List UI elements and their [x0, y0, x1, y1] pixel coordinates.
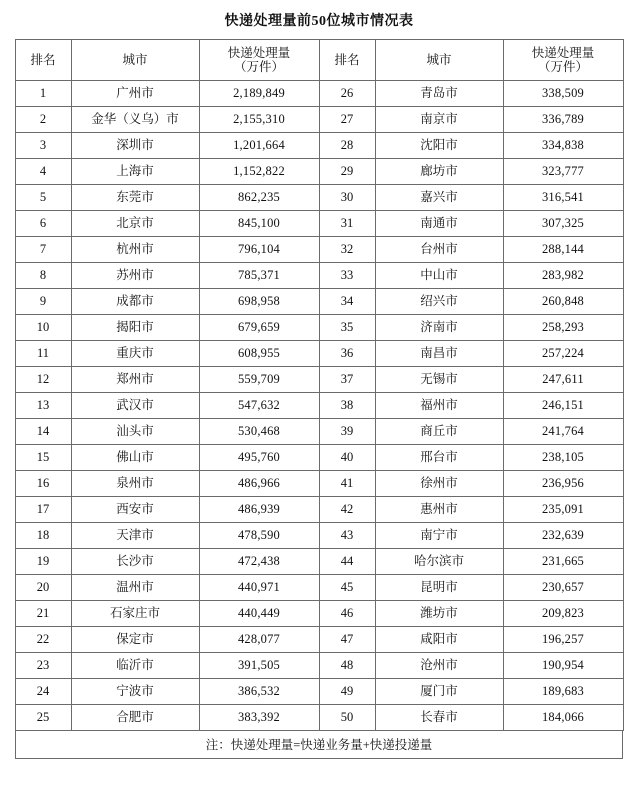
- cell-volume: 2,189,849: [199, 81, 319, 107]
- cell-volume: 383,392: [199, 705, 319, 731]
- cell-city: 长沙市: [71, 549, 199, 575]
- header-volume-right-line1: 快递处理量: [531, 45, 595, 60]
- cell-rank: 12: [15, 367, 71, 393]
- cell-rank: 40: [319, 445, 375, 471]
- table-row: [15, 497, 623, 523]
- cell-city: 天津市: [71, 523, 199, 549]
- cell-volume: 209,823: [503, 601, 623, 627]
- table-row: [15, 237, 623, 263]
- cell-volume: 679,659: [199, 315, 319, 341]
- cell-volume: 862,235: [199, 185, 319, 211]
- table-row: [15, 159, 623, 185]
- cell-city: 台州市: [375, 237, 503, 263]
- cell-rank: 37: [319, 367, 375, 393]
- table-row: [15, 471, 623, 497]
- cell-volume: 495,760: [199, 445, 319, 471]
- cell-rank: 23: [15, 653, 71, 679]
- cell-volume: 486,966: [199, 471, 319, 497]
- cell-volume: 486,939: [199, 497, 319, 523]
- cell-city: 厦门市: [375, 679, 503, 705]
- page-title: 快递处理量前50位城市情况表: [224, 14, 414, 29]
- cell-rank: 30: [319, 185, 375, 211]
- header-city-right: 城市: [375, 40, 503, 81]
- cell-volume: 236,956: [503, 471, 623, 497]
- table-body: [15, 81, 623, 731]
- table-row: [15, 107, 623, 133]
- cell-rank: 36: [319, 341, 375, 367]
- cell-rank: 21: [15, 601, 71, 627]
- cell-rank: 14: [15, 419, 71, 445]
- header-rank-right: 排名: [319, 40, 375, 81]
- table-row: [15, 367, 623, 393]
- cell-rank: 46: [319, 601, 375, 627]
- cell-city: 深圳市: [71, 133, 199, 159]
- cell-rank: 33: [319, 263, 375, 289]
- table-row: [15, 575, 623, 601]
- table-row: [15, 549, 623, 575]
- cell-city: 重庆市: [71, 341, 199, 367]
- cell-rank: 47: [319, 627, 375, 653]
- cell-city: 宁波市: [71, 679, 199, 705]
- table-row: [15, 289, 623, 315]
- cell-city: 金华（义乌）市: [71, 107, 199, 133]
- cell-rank: 5: [15, 185, 71, 211]
- cell-volume: 530,468: [199, 419, 319, 445]
- cell-volume: 547,632: [199, 393, 319, 419]
- cell-city: 杭州市: [71, 237, 199, 263]
- cell-volume: 1,201,664: [199, 133, 319, 159]
- cell-volume: 232,639: [503, 523, 623, 549]
- cell-rank: 24: [15, 679, 71, 705]
- table-row: [15, 679, 623, 705]
- cell-rank: 38: [319, 393, 375, 419]
- cell-rank: 41: [319, 471, 375, 497]
- cell-volume: 478,590: [199, 523, 319, 549]
- cell-city: 北京市: [71, 211, 199, 237]
- cell-city: 苏州市: [71, 263, 199, 289]
- cell-rank: 26: [319, 81, 375, 107]
- table-row: [15, 315, 623, 341]
- table-row: [15, 705, 623, 731]
- cell-volume: 338,509: [503, 81, 623, 107]
- cell-rank: 3: [15, 133, 71, 159]
- table-row: [15, 341, 623, 367]
- cell-city: 青岛市: [375, 81, 503, 107]
- table-row: [15, 653, 623, 679]
- cell-rank: 8: [15, 263, 71, 289]
- cell-volume: 336,789: [503, 107, 623, 133]
- cell-volume: 230,657: [503, 575, 623, 601]
- table-row: [15, 263, 623, 289]
- table-row: [15, 419, 623, 445]
- cell-volume: 323,777: [503, 159, 623, 185]
- cell-rank: 1: [15, 81, 71, 107]
- cell-volume: 283,982: [503, 263, 623, 289]
- cell-city: 惠州市: [375, 497, 503, 523]
- cell-rank: 17: [15, 497, 71, 523]
- cell-rank: 31: [319, 211, 375, 237]
- cell-volume: 258,293: [503, 315, 623, 341]
- cell-rank: 6: [15, 211, 71, 237]
- table-row: [15, 523, 623, 549]
- cell-volume: 241,764: [503, 419, 623, 445]
- cell-rank: 16: [15, 471, 71, 497]
- cell-volume: 1,152,822: [199, 159, 319, 185]
- cell-city: 商丘市: [375, 419, 503, 445]
- cell-city: 南通市: [375, 211, 503, 237]
- cell-volume: 440,449: [199, 601, 319, 627]
- cell-volume: 440,971: [199, 575, 319, 601]
- header-volume-left: [199, 40, 319, 81]
- cell-volume: 231,665: [503, 549, 623, 575]
- cell-rank: 25: [15, 705, 71, 731]
- cell-rank: 45: [319, 575, 375, 601]
- header-volume-left-line2: （万件）: [233, 60, 284, 74]
- header-volume-right: [503, 40, 623, 81]
- cell-volume: 184,066: [503, 705, 623, 731]
- table-row: [15, 393, 623, 419]
- table-header-row: [15, 40, 623, 81]
- cell-volume: 288,144: [503, 237, 623, 263]
- table-row: [15, 211, 623, 237]
- cell-rank: 15: [15, 445, 71, 471]
- express-volume-table: [15, 39, 624, 731]
- cell-city: 保定市: [71, 627, 199, 653]
- table-row: [15, 81, 623, 107]
- cell-city: 昆明市: [375, 575, 503, 601]
- cell-city: 南京市: [375, 107, 503, 133]
- cell-city: 成都市: [71, 289, 199, 315]
- cell-volume: 307,325: [503, 211, 623, 237]
- cell-volume: 260,848: [503, 289, 623, 315]
- cell-city: 福州市: [375, 393, 503, 419]
- cell-volume: 386,532: [199, 679, 319, 705]
- cell-rank: 39: [319, 419, 375, 445]
- header-rank-left: 排名: [15, 40, 71, 81]
- cell-city: 沈阳市: [375, 133, 503, 159]
- cell-city: 沧州市: [375, 653, 503, 679]
- cell-volume: 190,954: [503, 653, 623, 679]
- table-row: [15, 185, 623, 211]
- cell-city: 上海市: [71, 159, 199, 185]
- cell-volume: 247,611: [503, 367, 623, 393]
- cell-volume: 845,100: [199, 211, 319, 237]
- cell-city: 东莞市: [71, 185, 199, 211]
- cell-rank: 48: [319, 653, 375, 679]
- cell-rank: 13: [15, 393, 71, 419]
- table-row: [15, 445, 623, 471]
- cell-city: 嘉兴市: [375, 185, 503, 211]
- cell-city: 郑州市: [71, 367, 199, 393]
- cell-volume: 257,224: [503, 341, 623, 367]
- cell-city: 温州市: [71, 575, 199, 601]
- cell-volume: 189,683: [503, 679, 623, 705]
- cell-rank: 44: [319, 549, 375, 575]
- cell-city: 长春市: [375, 705, 503, 731]
- cell-volume: 608,955: [199, 341, 319, 367]
- cell-city: 徐州市: [375, 471, 503, 497]
- cell-city: 汕头市: [71, 419, 199, 445]
- cell-city: 石家庄市: [71, 601, 199, 627]
- cell-city: 济南市: [375, 315, 503, 341]
- cell-rank: 18: [15, 523, 71, 549]
- cell-city: 武汉市: [71, 393, 199, 419]
- cell-volume: 559,709: [199, 367, 319, 393]
- cell-rank: 19: [15, 549, 71, 575]
- cell-volume: 796,104: [199, 237, 319, 263]
- cell-rank: 22: [15, 627, 71, 653]
- table-row: [15, 133, 623, 159]
- cell-city: 廊坊市: [375, 159, 503, 185]
- cell-volume: 316,541: [503, 185, 623, 211]
- cell-volume: 334,838: [503, 133, 623, 159]
- table-header: [15, 40, 623, 81]
- cell-city: 揭阳市: [71, 315, 199, 341]
- cell-volume: 238,105: [503, 445, 623, 471]
- cell-rank: 32: [319, 237, 375, 263]
- table-row: [15, 627, 623, 653]
- cell-city: 广州市: [71, 81, 199, 107]
- cell-volume: 246,151: [503, 393, 623, 419]
- table-note: 注：快递处理量=快递业务量+快递投递量: [15, 731, 623, 759]
- cell-city: 南宁市: [375, 523, 503, 549]
- cell-rank: 43: [319, 523, 375, 549]
- cell-city: 绍兴市: [375, 289, 503, 315]
- cell-rank: 49: [319, 679, 375, 705]
- cell-city: 无锡市: [375, 367, 503, 393]
- cell-rank: 35: [319, 315, 375, 341]
- cell-rank: 4: [15, 159, 71, 185]
- cell-city: 临沂市: [71, 653, 199, 679]
- header-city-left: 城市: [71, 40, 199, 81]
- cell-volume: 698,958: [199, 289, 319, 315]
- cell-city: 南昌市: [375, 341, 503, 367]
- cell-rank: 28: [319, 133, 375, 159]
- cell-volume: 391,505: [199, 653, 319, 679]
- cell-rank: 29: [319, 159, 375, 185]
- cell-volume: 785,371: [199, 263, 319, 289]
- header-volume-right-line2: （万件）: [537, 60, 588, 74]
- cell-city: 邢台市: [375, 445, 503, 471]
- cell-rank: 27: [319, 107, 375, 133]
- cell-rank: 7: [15, 237, 71, 263]
- cell-volume: 2,155,310: [199, 107, 319, 133]
- table-row: [15, 601, 623, 627]
- cell-rank: 11: [15, 341, 71, 367]
- cell-rank: 50: [319, 705, 375, 731]
- cell-city: 西安市: [71, 497, 199, 523]
- cell-city: 泉州市: [71, 471, 199, 497]
- cell-city: 咸阳市: [375, 627, 503, 653]
- cell-city: 哈尔滨市: [375, 549, 503, 575]
- cell-city: 佛山市: [71, 445, 199, 471]
- cell-volume: 196,257: [503, 627, 623, 653]
- cell-city: 潍坊市: [375, 601, 503, 627]
- cell-rank: 20: [15, 575, 71, 601]
- cell-rank: 2: [15, 107, 71, 133]
- cell-volume: 472,438: [199, 549, 319, 575]
- cell-city: 合肥市: [71, 705, 199, 731]
- cell-rank: 34: [319, 289, 375, 315]
- cell-rank: 10: [15, 315, 71, 341]
- cell-rank: 9: [15, 289, 71, 315]
- header-volume-left-line1: 快递处理量: [227, 45, 291, 60]
- cell-volume: 428,077: [199, 627, 319, 653]
- cell-rank: 42: [319, 497, 375, 523]
- cell-volume: 235,091: [503, 497, 623, 523]
- cell-city: 中山市: [375, 263, 503, 289]
